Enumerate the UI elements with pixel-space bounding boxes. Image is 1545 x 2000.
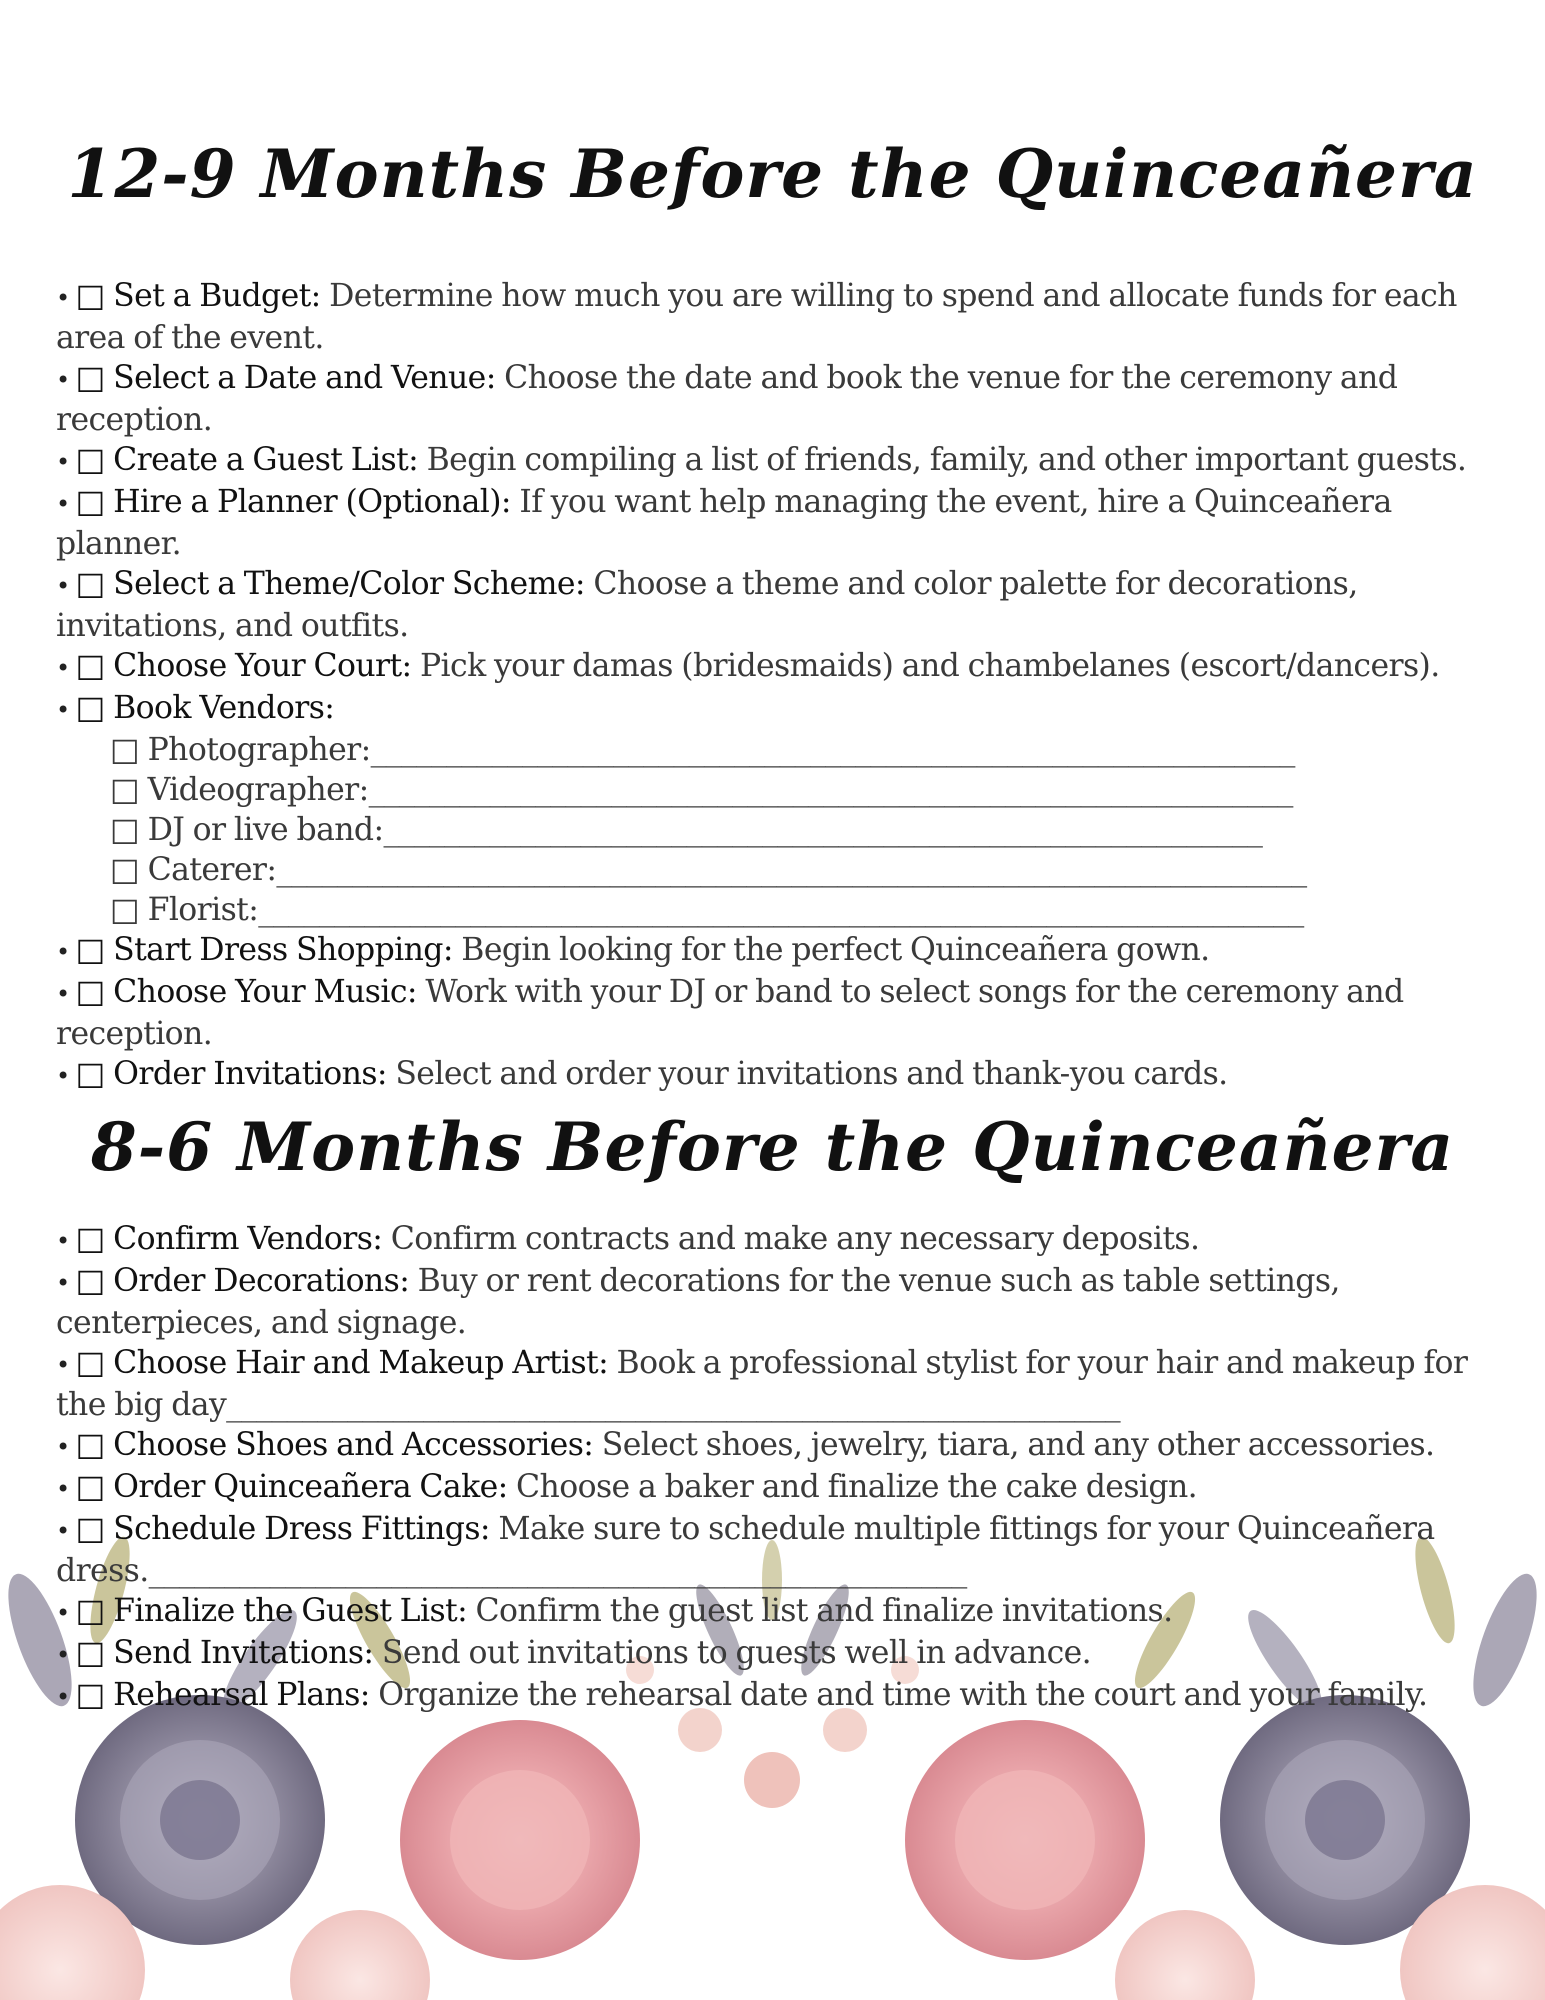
vendor-line-photographer: □ Photographer:_____________________________________________________________ [110, 732, 1295, 768]
list-item-set-budget [56, 276, 1496, 358]
bullet: • [56, 448, 70, 476]
list-item-music [56, 972, 1496, 1054]
item-description: Confirm the guest list and finalize invitations. [467, 1593, 1173, 1629]
bullet: • [56, 1269, 70, 1297]
pink-protea-left [400, 1720, 640, 1960]
item-term: □ Set a Budget: [75, 278, 321, 314]
item-term: □ Select a Date and Venue: [75, 360, 496, 396]
section-title-8-6-months: 8-6 Months Before the Quinceañera [90, 1108, 1455, 1186]
list-item-confirm-vendors [56, 1219, 1496, 1261]
bullet: • [56, 696, 70, 724]
item-description: Buy or rent decorations for the venue such as table settings, centerpieces, and signage. [56, 1263, 1340, 1341]
item-term: □ Order Decorations: [75, 1263, 410, 1299]
item-term: □ Choose Your Court: [75, 648, 412, 684]
item-term: □ Choose Shoes and Accessories: [75, 1427, 594, 1463]
bullet: • [56, 1433, 70, 1461]
list-item-theme [56, 564, 1496, 646]
section-title-12-9-months: 12-9 Months Before the Quinceañera [67, 135, 1478, 213]
bullet: • [56, 1683, 70, 1711]
list-item-dress-shopping [56, 930, 1496, 972]
list-item-send-invitations [56, 1633, 1496, 1675]
list-item-cake [56, 1467, 1496, 1509]
bullet: • [56, 1227, 70, 1255]
item-description: Pick your damas (bridesmaids) and chambelanes (escort/dancers). [411, 648, 1440, 684]
item-term: □ Choose Hair and Makeup Artist: [75, 1345, 609, 1381]
list-item-date-venue [56, 358, 1496, 440]
item-term: □ Finalize the Guest List: [75, 1593, 468, 1629]
bullet: • [56, 366, 70, 394]
list-item-guest-list [56, 440, 1496, 482]
item-term: □ Rehearsal Plans: [75, 1677, 370, 1713]
item-term: □ Select a Theme/Color Scheme: [75, 566, 585, 602]
item-term: □ Order Invitations: [75, 1056, 387, 1092]
item-description: Organize the rehearsal date and time with the court and your family. [369, 1677, 1428, 1713]
vendor-line-florist: □ Florist:_____________________________________________________________________ [110, 892, 1304, 928]
checklist-8-6-months [56, 1219, 1496, 1717]
item-description: Select shoes, jewelry, tiara, and any other accessories. [593, 1427, 1435, 1463]
item-term: □ Send Invitations: [75, 1635, 374, 1671]
list-item-finalize-guests [56, 1591, 1496, 1633]
bullet: • [56, 490, 70, 518]
bullet: • [56, 654, 70, 682]
list-item-decorations [56, 1261, 1496, 1343]
vendor-line-dj: □ DJ or live band:__________________________________________________________ [110, 812, 1263, 848]
item-description: Determine how much you are willing to spend and allocate funds for each area of the event. [56, 278, 1457, 356]
item-description: Send out invitations to guests well in advance. [373, 1635, 1092, 1671]
list-item-shoes [56, 1425, 1496, 1467]
bullet: • [56, 1062, 70, 1090]
item-description: Select and order your invitations and thank-you cards. [386, 1056, 1228, 1092]
item-description: Choose the date and book the venue for the ceremony and reception. [56, 360, 1398, 438]
bullet: • [56, 284, 70, 312]
item-term: □ Book Vendors: [75, 690, 335, 726]
item-description: If you want help managing the event, hire a Quinceañera planner. [56, 484, 1392, 562]
bullet: • [56, 980, 70, 1008]
bullet: • [56, 1517, 70, 1545]
item-description: Begin looking for the perfect Quinceañera gown. [452, 932, 1210, 968]
bullet: • [56, 1475, 70, 1503]
item-term: □ Schedule Dress Fittings: [75, 1511, 490, 1547]
list-item-invitations [56, 1054, 1496, 1096]
list-item-hair-makeup [56, 1343, 1496, 1425]
bullet: • [56, 1351, 70, 1379]
item-description: Book a professional stylist for your hair and makeup for the big day___________________________________________________________ [56, 1345, 1468, 1423]
list-item-rehearsal [56, 1675, 1496, 1717]
checklist-12-9-months [56, 276, 1496, 1096]
list-item-hire-planner [56, 482, 1496, 564]
list-item-court [56, 646, 1496, 688]
bullet: • [56, 1599, 70, 1627]
bullet: • [56, 572, 70, 600]
vendor-line-videographer: □ Videographer:_____________________________________________________________ [110, 772, 1293, 808]
bullet: • [56, 938, 70, 966]
item-term: □ Create a Guest List: [75, 442, 419, 478]
bullet: • [56, 1641, 70, 1669]
list-item-book-vendors [56, 688, 1496, 730]
item-term: □ Start Dress Shopping: [75, 932, 453, 968]
pink-protea-right [905, 1720, 1145, 1960]
item-description: Make sure to schedule multiple fittings for your Quinceañera dress.______________________________________________________ [56, 1511, 1435, 1589]
vendor-line-caterer: □ Caterer:____________________________________________________________________ [110, 852, 1307, 888]
item-description: Confirm contracts and make any necessary deposits. [382, 1221, 1200, 1257]
list-item-dress-fittings [56, 1509, 1496, 1591]
item-description: Work with your DJ or band to select songs for the ceremony and reception. [56, 974, 1404, 1052]
item-description: Choose a theme and color palette for decorations, invitations, and outfits. [56, 566, 1358, 644]
item-description: Begin compiling a list of friends, family, and other important guests. [418, 442, 1467, 478]
item-description: Choose a baker and finalize the cake design. [507, 1469, 1198, 1505]
item-term: □ Confirm Vendors: [75, 1221, 383, 1257]
item-term: □ Hire a Planner (Optional): [75, 484, 511, 520]
item-term: □ Order Quinceañera Cake: [75, 1469, 508, 1505]
item-term: □ Choose Your Music: [75, 974, 417, 1010]
